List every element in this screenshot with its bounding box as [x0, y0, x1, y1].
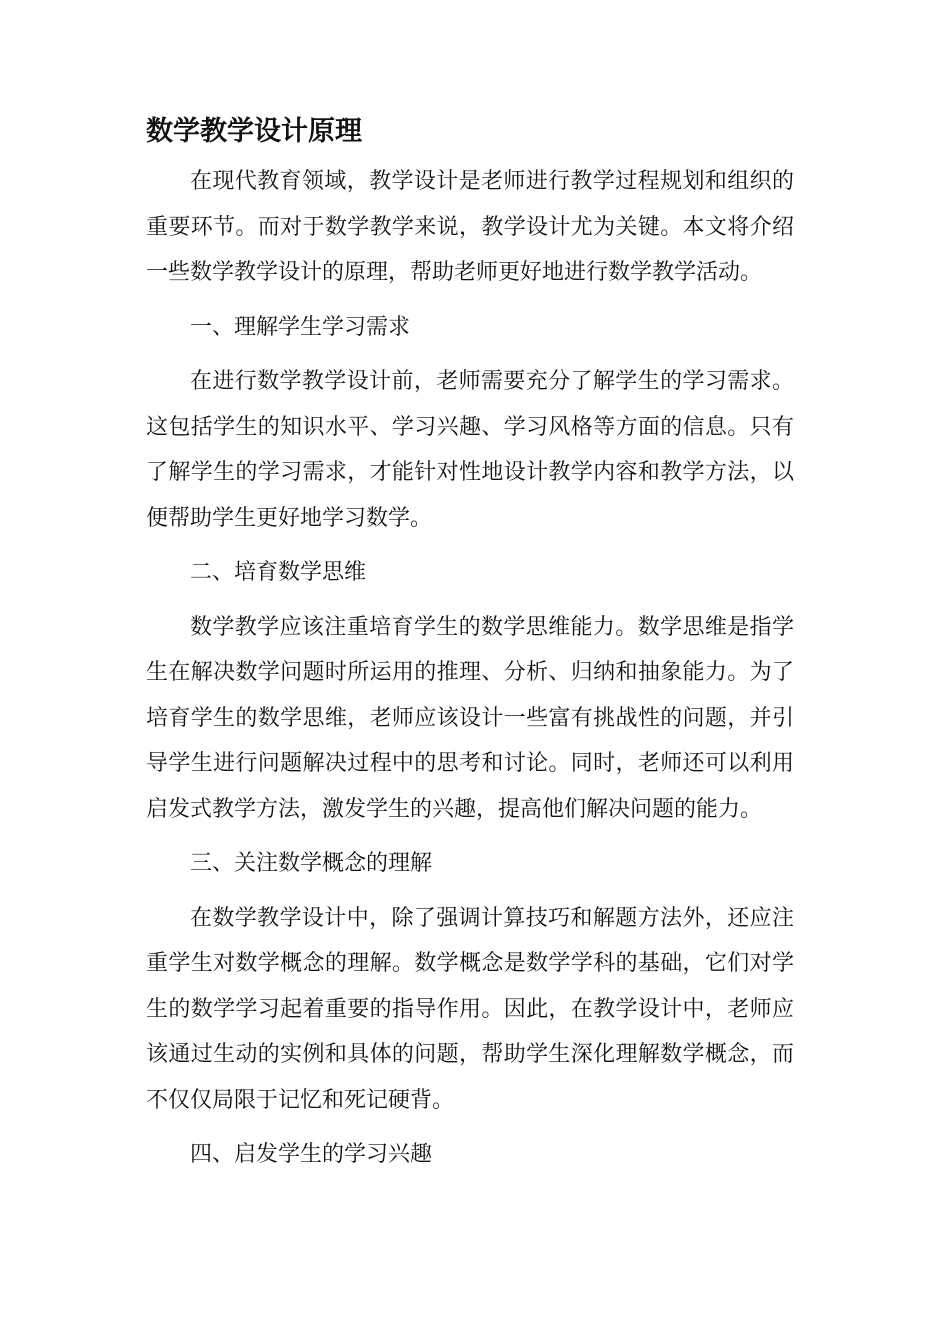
- section-2-paragraph: 数学教学应该注重培育学生的数学思维能力。数学思维是指学生在解决数学问题时所运用的推理、分析、归纳和抽象能力。为了培育学生的数学思维，老师应该设计一些富有挑战性的问题，并引导学生进行问题解决过程中的思考和讨论。同时，老师还可以利用启发式教学方法，激发学生的兴趣，提高他们解决问题的能力。: [146, 614, 794, 822]
- section-1-paragraph: 在进行数学教学设计前，老师需要充分了解学生的学习需求。这包括学生的知识水平、学习兴趣、学习风格等方面的信息。只有了解学生的学习需求，才能针对性地设计教学内容和教学方法，以便帮助学生更好地学习数学。: [146, 369, 794, 531]
- paragraph-spacer: [146, 832, 794, 841]
- section-heading-4: 四、启发学生的学习兴趣: [190, 1142, 433, 1167]
- paragraph-spacer: [146, 887, 794, 896]
- section-3-paragraph: 在数学教学设计中，除了强调计算技巧和解题方法外，还应注重学生对数学概念的理解。数学概念是数学学科的基础，它们对学生的数学学习起着重要的指导作用。因此，在教学设计中，老师应该通过生动的实例和具体的问题，帮助学生深化理解数学概念，而不仅仅局限于记忆和死记硬背。: [146, 905, 794, 1113]
- paragraph-spacer: [146, 1123, 794, 1132]
- document-title: 数学教学设计原理: [146, 116, 362, 147]
- title-spacer: [146, 152, 794, 159]
- document-page: [146, 112, 794, 1178]
- paragraph-spacer: [146, 596, 794, 605]
- section-heading-2: 二、培育数学思维: [190, 560, 367, 585]
- paragraph-spacer: [146, 350, 794, 359]
- paragraph-spacer: [146, 541, 794, 550]
- section-heading-1: 一、理解学生学习需求: [190, 314, 411, 340]
- intro-paragraph: 在现代教育领域，教学设计是老师进行教学过程规划和组织的重要环节。而对于数学教学来说，教学设计尤为关键。本文将介绍一些数学教学设计的原理，帮助老师更好地进行数学教学活动。: [146, 169, 794, 285]
- paragraph-spacer: [146, 296, 794, 305]
- section-heading-3: 三、关注数学概念的理解: [190, 851, 433, 876]
